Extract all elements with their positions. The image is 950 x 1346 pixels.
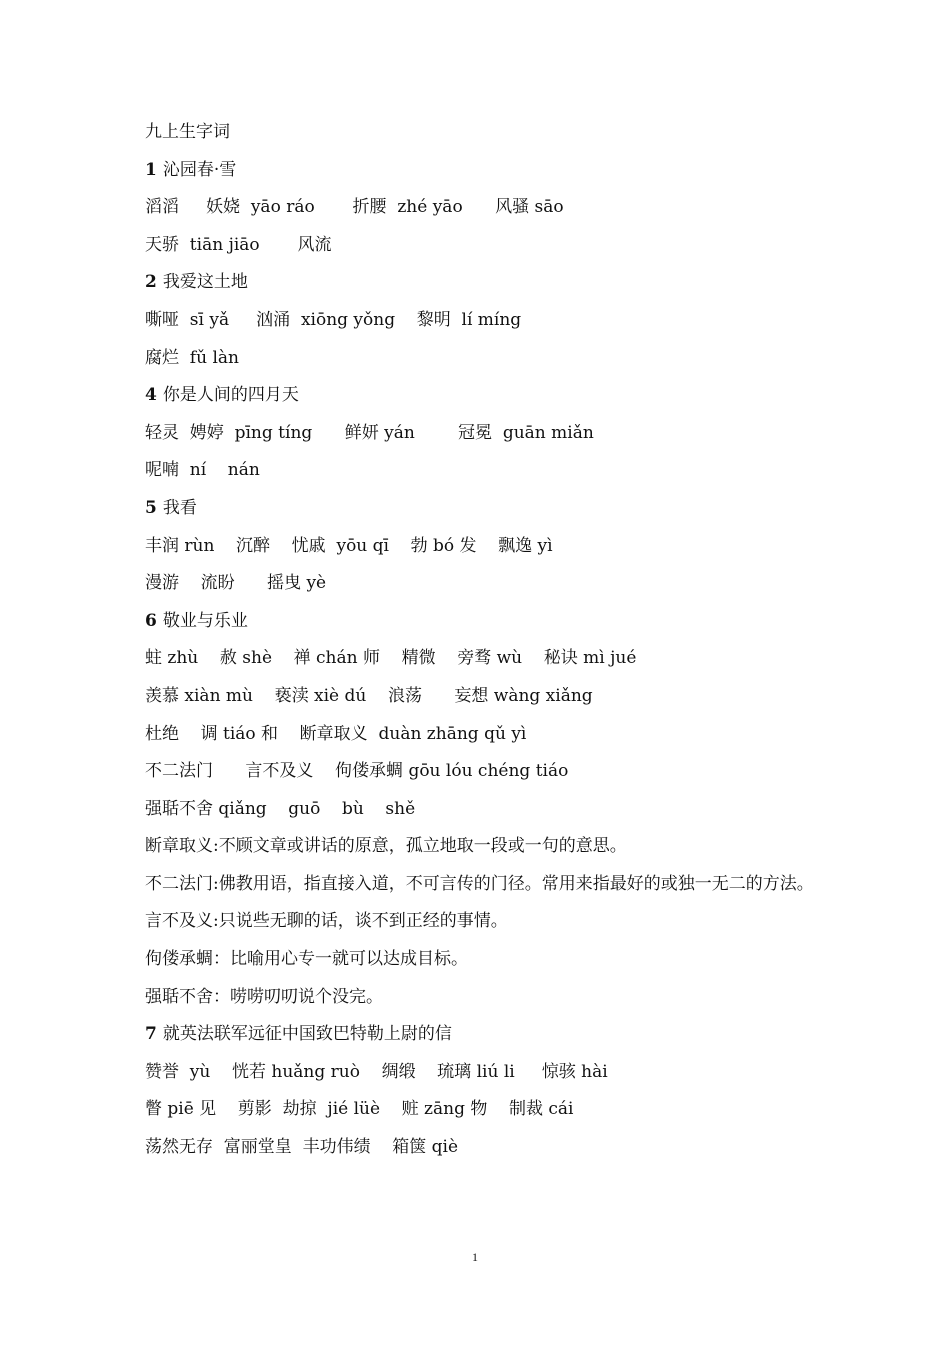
vocab-line: 滔滔 妖娆 yāo ráo 折腰 zhé yāo 风骚 sāo [145, 197, 564, 218]
vocab-line: 天骄 tiān jiāo 风流 [145, 234, 332, 255]
section-number: 2 [145, 272, 157, 293]
section-heading [145, 377, 815, 415]
vocab-line: 丰润 rùn 沉醉 忧戚 yōu qī 勃 bó 发 飘逸 yì [145, 535, 553, 556]
vocab-line: 腐烂 fǔ làn [145, 347, 239, 368]
section-heading [145, 1016, 815, 1054]
document-title: 九上生字词 [145, 122, 230, 142]
page-number: 1 [472, 1250, 478, 1264]
definition-line: 不二法门:佛教用语，指直接入道，不可言传的门径。常用来指最好的或独一无二的方法。 [145, 873, 814, 894]
vocab-line: 漫游 流盼 摇曳 yè [145, 573, 327, 594]
section-heading [145, 603, 815, 641]
vocab-line: 杜绝 调 tiáo 和 断章取义 duàn zhāng qǔ yì [145, 723, 527, 744]
vocab-line: 嘶哑 sī yǎ 汹涌 xiōng yǒng 黎明 lí míng [145, 309, 522, 330]
section-number: 6 [145, 610, 157, 631]
vocab-line: 羡慕 xiàn mù 亵渎 xiè dú 浪荡 妄想 wàng xiǎng [145, 685, 593, 706]
vocab-line: 不二法门 言不及义 佝偻承蜩 gōu lóu chéng tiáo [145, 761, 569, 782]
section-heading [145, 264, 815, 302]
document-body [145, 114, 815, 1167]
vocab-line: 赞誉 yù 恍若 huǎng ruò 绸缎 琉璃 liú li 惊骇 hài [145, 1061, 608, 1082]
vocab-line: 瞥 piē 见 剪影 劫掠 jié lüè 赃 zāng 物 制裁 cái [145, 1099, 574, 1120]
vocab-line: 蛀 zhù 赦 shè 禅 chán 师 精微 旁骛 wù 秘诀 mì jué [145, 648, 637, 669]
section-number: 7 [145, 1024, 157, 1045]
section-title: 沁园春·雪 [162, 159, 237, 180]
section-heading [145, 152, 815, 190]
section-title: 你是人间的四月天 [162, 385, 299, 406]
section-title: 我看 [162, 497, 197, 518]
section-title: 就英法联军远征中国致巴特勒上尉的信 [162, 1024, 452, 1045]
section-title: 敬业与乐业 [162, 610, 248, 631]
vocab-line: 强聒不舍 qiǎng guō bù shě [145, 798, 416, 819]
section-title: 我爱这土地 [162, 272, 248, 293]
section-heading [145, 490, 815, 528]
section-number: 5 [145, 497, 157, 518]
section-number: 1 [145, 159, 157, 180]
vocab-line: 呢喃 ní nán [145, 460, 260, 481]
definition-line: 言不及义:只说些无聊的话，谈不到正经的事情。 [145, 911, 508, 932]
section-number: 4 [145, 385, 157, 406]
definition-line: 佝偻承蜩：比喻用心专一就可以达成目标。 [145, 949, 468, 970]
definition-line: 断章取义:不顾文章或讲话的原意，孤立地取一段或一句的意思。 [145, 836, 627, 857]
vocab-line: 荡然无存 富丽堂皇 丰功伟绩 箱箧 qiè [145, 1137, 459, 1158]
vocab-line: 轻灵 娉婷 pīng tíng 鲜妍 yán 冠冕 guān miǎn [145, 422, 594, 443]
definition-line: 强聒不舍：唠唠叨叨说个没完。 [145, 986, 383, 1007]
